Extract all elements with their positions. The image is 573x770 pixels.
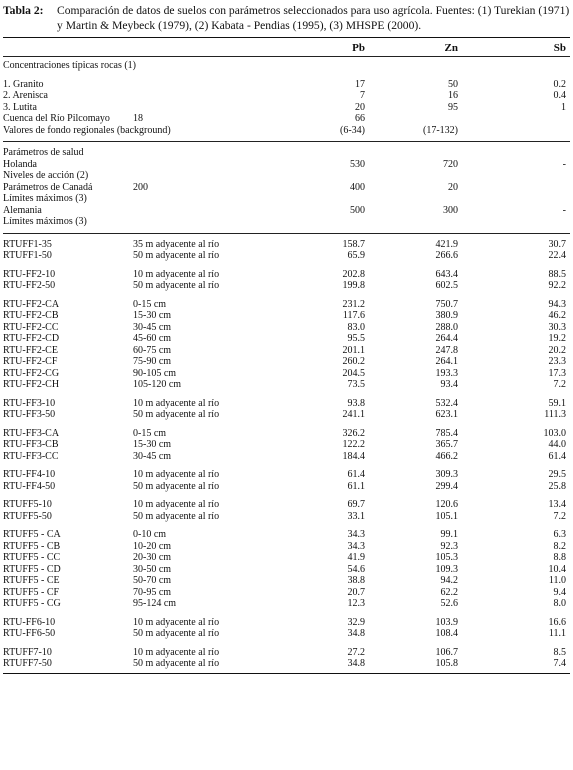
row-label: RTU-FF2-CD: [3, 333, 60, 344]
table-row: [3, 193, 570, 205]
cell-zn: 105.1: [435, 510, 458, 522]
row-label: RTU-FF2-50: [3, 280, 56, 291]
table-row: [3, 598, 570, 610]
cell-zn: 50: [448, 78, 458, 90]
cell-sb: 16.6: [548, 616, 566, 628]
row-label: RTUFF5 - CF: [3, 586, 60, 598]
cell-zn: 421.9: [435, 238, 458, 250]
cell-zn: 108.4: [435, 628, 458, 639]
cell-sb: 8.2: [553, 540, 566, 552]
cell-pb: 7: [360, 90, 365, 101]
table-row: [3, 356, 570, 368]
table-row: [3, 398, 570, 410]
row-label: Alemania: [3, 204, 42, 216]
row-label: RTU-FF3-CB: [3, 439, 59, 450]
cell-pb: 530: [350, 158, 365, 170]
row-label: Niveles de acción (2): [3, 170, 89, 181]
cell-sb: 30.3: [548, 321, 566, 333]
table-row: [3, 529, 570, 541]
cell-zn: 95: [448, 101, 458, 113]
row-label: RTU-FF2-CF: [3, 356, 58, 367]
table-row: [3, 379, 570, 391]
row-description: 30-50 cm: [133, 563, 172, 575]
section-spacer: [3, 640, 570, 647]
cell-sb: 7.4: [553, 658, 566, 669]
table-row: [3, 269, 570, 281]
row-description: 0-10 cm: [133, 529, 167, 540]
row-label: RTUFF5 - CC: [3, 552, 61, 563]
cell-sb: 103.0: [543, 427, 566, 439]
table-row: [3, 409, 570, 421]
row-label: RTUFF5 - CE: [3, 575, 60, 586]
cell-pb: 54.6: [347, 563, 365, 575]
column-header-pb: Pb: [352, 42, 365, 54]
row-label: RTUFF5-10: [3, 499, 52, 510]
cell-pb: 27.2: [347, 646, 365, 658]
cell-sb: -: [562, 158, 566, 170]
table-row: [3, 439, 570, 451]
cell-zn: 99.1: [440, 529, 458, 540]
cell-zn: 288.0: [435, 321, 458, 333]
cell-zn: 247.8: [435, 344, 458, 356]
cell-sb: 46.2: [548, 310, 566, 321]
cell-sb: 23.3: [548, 356, 566, 367]
section-spacer: [3, 262, 570, 269]
cell-sb: 10.4: [548, 563, 566, 575]
table-row: [3, 368, 570, 380]
row-label: RTU-FF2-10: [3, 268, 56, 280]
cell-zn: 62.2: [440, 586, 458, 598]
cell-pb: 158.7: [342, 238, 365, 250]
table-row: [3, 79, 570, 91]
row-description: 10-20 cm: [133, 540, 172, 552]
table-row: [3, 451, 570, 463]
row-label: Límites máximos (3): [3, 193, 87, 204]
row-description: 30-45 cm: [133, 450, 172, 462]
table-row: [3, 182, 570, 194]
cell-zn: (17-132): [423, 124, 458, 136]
cell-pb: 33.1: [347, 510, 365, 522]
row-label: 2. Arenisca: [3, 90, 48, 101]
caption-text: Comparación de datos de suelos con parámetros seleccionados para uso agrícola. Fuentes: (1) Turekian (1971) y Martin & Meybeck (1979), (2) Kabata - Pendias (1995), (3) MHSPE (2000).: [57, 4, 570, 32]
cell-zn: 750.7: [435, 298, 458, 310]
row-label: RTUFF5 - CA: [3, 529, 61, 540]
cell-zn: 623.1: [435, 409, 458, 420]
cell-zn: 16: [448, 90, 458, 101]
cell-sb: 88.5: [548, 268, 566, 280]
column-header-row: [3, 38, 570, 56]
row-label: RTUFF7-50: [3, 658, 52, 669]
cell-pb: 500: [350, 204, 365, 216]
cell-zn: 264.4: [435, 333, 458, 344]
cell-pb: 65.9: [347, 250, 365, 261]
cell-zn: 365.7: [435, 439, 458, 450]
section-spacer: [3, 462, 570, 469]
row-description: 18: [133, 113, 143, 124]
cell-pb: 73.5: [347, 379, 365, 390]
table-row: [3, 216, 570, 228]
section-spacer: [3, 391, 570, 398]
cell-pb: 231.2: [342, 298, 365, 310]
row-description: 50 m adyacente al río: [133, 658, 220, 669]
table-row: [3, 239, 570, 251]
table-row: [3, 90, 570, 102]
row-label: RTUFF5 - CB: [3, 540, 61, 552]
row-description: 15-30 cm: [133, 310, 172, 321]
table-row: [3, 541, 570, 553]
cell-sb: 17.3: [548, 367, 566, 379]
table-row: [3, 333, 570, 345]
row-description: 60-75 cm: [133, 344, 172, 356]
row-description: 10 m adyacente al río: [133, 268, 220, 280]
cell-pb: 34.8: [347, 628, 365, 639]
cell-sb: 7.2: [553, 379, 566, 390]
row-label: RTUFF5 - CG: [3, 598, 61, 609]
cell-sb: 29.5: [548, 469, 566, 480]
row-description: 50-70 cm: [133, 575, 172, 586]
column-header-sb: Sb: [553, 42, 566, 54]
table-row: [3, 587, 570, 599]
row-description: 10 m adyacente al río: [133, 397, 220, 409]
cell-sb: 0.4: [553, 90, 566, 101]
row-description: 10 m adyacente al río: [133, 646, 220, 658]
cell-sb: 94.3: [548, 298, 566, 310]
row-label: Límites máximos (3): [3, 216, 87, 227]
cell-pb: 20: [355, 101, 365, 113]
cell-zn: 120.6: [435, 499, 458, 510]
row-description: 35 m adyacente al río: [133, 238, 220, 250]
table-row: [3, 125, 570, 137]
cell-sb: 25.8: [548, 480, 566, 492]
row-label: Valores de fondo regionales (background): [3, 124, 171, 136]
cell-pb: 34.3: [347, 540, 365, 552]
table-row: [3, 170, 570, 182]
row-label: RTUFF1-35: [3, 238, 52, 250]
section-spacer: [3, 610, 570, 617]
table-caption: [3, 4, 570, 33]
row-label: RTU-FF3-10: [3, 397, 56, 409]
cell-zn: 109.3: [435, 563, 458, 575]
row-label: RTUFF5 - CD: [3, 563, 61, 575]
cell-pb: 66: [355, 113, 365, 124]
row-description: 95-124 cm: [133, 598, 177, 609]
cell-pb: 93.8: [347, 397, 365, 409]
cell-zn: 264.1: [435, 356, 458, 367]
row-description: 50 m adyacente al río: [133, 409, 220, 420]
section-spacer: [3, 522, 570, 529]
cell-sb: 30.7: [548, 238, 566, 250]
cell-sb: 111.3: [544, 409, 566, 420]
cell-sb: 9.4: [553, 586, 566, 598]
table-row: [3, 428, 570, 440]
cell-zn: 92.3: [440, 540, 458, 552]
cell-sb: 8.5: [553, 646, 566, 658]
cell-pb: 34.3: [347, 529, 365, 540]
table-row: [3, 511, 570, 523]
cell-zn: 105.3: [435, 552, 458, 563]
cell-sb: 19.2: [548, 333, 566, 344]
cell-pb: 202.8: [342, 268, 365, 280]
cell-pb: 61.4: [347, 469, 365, 480]
cell-zn: 720: [443, 158, 458, 170]
cell-pb: (6-34): [340, 124, 365, 136]
row-description: 50 m adyacente al río: [133, 280, 220, 291]
cell-pb: 38.8: [347, 575, 365, 586]
row-label: RTU-FF2-CG: [3, 367, 60, 379]
row-label: Holanda: [3, 158, 37, 170]
row-label: RTU-FF6-10: [3, 616, 56, 628]
cell-sb: 92.2: [548, 280, 566, 291]
row-description: 50 m adyacente al río: [133, 628, 220, 639]
row-label: Concentraciones típicas rocas (1): [3, 60, 137, 71]
table-row: [3, 102, 570, 114]
table-row: [3, 575, 570, 587]
row-label: RTU-FF6-50: [3, 628, 56, 639]
table-row: [3, 481, 570, 493]
cell-pb: 241.1: [342, 409, 365, 420]
cell-pb: 34.8: [347, 658, 365, 669]
table-row: [3, 310, 570, 322]
cell-zn: 266.6: [435, 250, 458, 261]
cell-sb: 11.0: [548, 575, 566, 586]
row-description: 50 m adyacente al río: [133, 250, 220, 261]
section-spacer: [3, 492, 570, 499]
table-row: [3, 564, 570, 576]
cell-pb: 400: [350, 181, 365, 193]
row-description: 10 m adyacente al río: [133, 616, 220, 628]
cell-pb: 32.9: [347, 616, 365, 628]
table-row: [3, 628, 570, 640]
cell-zn: 380.9: [435, 310, 458, 321]
table-row: [3, 299, 570, 311]
cell-zn: 106.7: [435, 646, 458, 658]
cell-zn: 309.3: [435, 469, 458, 480]
cell-sb: 8.8: [553, 552, 566, 563]
cell-pb: 184.4: [342, 450, 365, 462]
cell-zn: 52.6: [440, 598, 458, 609]
cell-pb: 17: [355, 78, 365, 90]
cell-zn: 785.4: [435, 427, 458, 439]
row-label: 3. Lutita: [3, 101, 37, 113]
cell-zn: 300: [443, 204, 458, 216]
row-description: 10 m adyacente al río: [133, 469, 220, 480]
row-description: 0-15 cm: [133, 427, 167, 439]
row-description: 10 m adyacente al río: [133, 499, 220, 510]
cell-sb: 7.2: [553, 510, 566, 522]
table-row: [3, 469, 570, 481]
table-row: [3, 205, 570, 217]
cell-pb: 117.6: [342, 310, 365, 321]
row-label: RTUFF7-10: [3, 646, 52, 658]
row-label: RTU-FF3-CA: [3, 427, 60, 439]
cell-sb: 11.1: [548, 628, 566, 639]
section-spacer: [3, 292, 570, 299]
cell-zn: 93.4: [440, 379, 458, 390]
row-description: 50 m adyacente al río: [133, 510, 220, 522]
row-description: 30-45 cm: [133, 321, 172, 333]
row-label: RTU-FF2-CB: [3, 310, 59, 321]
row-label: RTU-FF2-CH: [3, 379, 60, 390]
cell-pb: 12.3: [347, 598, 365, 609]
table-row: [3, 552, 570, 564]
cell-pb: 199.8: [342, 280, 365, 291]
row-label: RTU-FF2-CC: [3, 321, 59, 333]
row-description: 15-30 cm: [133, 439, 172, 450]
row-description: 50 m adyacente al río: [133, 480, 220, 492]
table-row: [3, 322, 570, 334]
table-body: [3, 57, 570, 670]
caption-label: Tabla 2:: [3, 4, 44, 17]
table-row: [3, 499, 570, 511]
row-description: 105-120 cm: [133, 379, 182, 390]
cell-zn: 103.9: [435, 616, 458, 628]
row-label: Parámetros de Canadá: [3, 181, 93, 193]
cell-sb: 59.1: [548, 397, 566, 409]
cell-pb: 41.9: [347, 552, 365, 563]
cell-pb: 95.5: [347, 333, 365, 344]
row-description: 20-30 cm: [133, 552, 172, 563]
row-description: 90-105 cm: [133, 367, 177, 379]
cell-sb: 6.3: [553, 529, 566, 540]
cell-zn: 193.3: [435, 367, 458, 379]
cell-sb: 13.4: [548, 499, 566, 510]
cell-sb: 0.2: [553, 78, 566, 90]
cell-pb: 204.5: [342, 367, 365, 379]
cell-pb: 69.7: [347, 499, 365, 510]
row-description: 0-15 cm: [133, 298, 167, 310]
table-row: [3, 250, 570, 262]
row-label: Parámetros de salud: [3, 147, 84, 158]
bottom-rule: [3, 673, 570, 674]
row-description: 70-95 cm: [133, 586, 172, 598]
table-row: [3, 658, 570, 670]
section-spacer: [3, 72, 570, 79]
cell-sb: 61.4: [548, 450, 566, 462]
row-label: RTU-FF3-50: [3, 409, 56, 420]
cell-sb: 20.2: [548, 344, 566, 356]
table-page: [3, 4, 570, 674]
table-row: [3, 60, 570, 72]
table-row: [3, 280, 570, 292]
row-label: RTU-FF4-50: [3, 480, 56, 492]
row-label: RTUFF5-50: [3, 510, 52, 522]
cell-zn: 532.4: [435, 397, 458, 409]
row-label: RTU-FF2-CA: [3, 298, 60, 310]
table-row: [3, 159, 570, 171]
cell-pb: 20.7: [347, 586, 365, 598]
cell-pb: 260.2: [342, 356, 365, 367]
table-row: [3, 345, 570, 357]
row-label: Cuenca del Río Pilcomayo: [3, 113, 110, 124]
row-description: 45-60 cm: [133, 333, 172, 344]
row-description: 200: [133, 181, 148, 193]
row-label: RTU-FF3-CC: [3, 450, 59, 462]
row-label: RTU-FF4-10: [3, 469, 56, 480]
cell-sb: 8.0: [553, 598, 566, 609]
cell-zn: 643.4: [435, 268, 458, 280]
row-label: RTUFF1-50: [3, 250, 52, 261]
cell-pb: 326.2: [342, 427, 365, 439]
cell-zn: 299.4: [435, 480, 458, 492]
cell-zn: 602.5: [435, 280, 458, 291]
row-label: RTU-FF2-CE: [3, 344, 58, 356]
table-row: [3, 617, 570, 629]
cell-sb: 22.4: [548, 250, 566, 261]
row-label: 1. Granito: [3, 78, 44, 90]
cell-zn: 94.2: [440, 575, 458, 586]
column-header-zn: Zn: [444, 42, 458, 54]
cell-sb: 1: [561, 101, 566, 113]
cell-pb: 83.0: [347, 321, 365, 333]
cell-pb: 61.1: [347, 480, 365, 492]
cell-pb: 122.2: [342, 439, 365, 450]
table-row: [3, 147, 570, 159]
cell-sb: 44.0: [548, 439, 566, 450]
cell-sb: -: [562, 204, 566, 216]
cell-zn: 466.2: [435, 450, 458, 462]
section-spacer: [3, 421, 570, 428]
cell-pb: 201.1: [342, 344, 365, 356]
row-description: 75-90 cm: [133, 356, 172, 367]
table-row: [3, 113, 570, 125]
table-row: [3, 647, 570, 659]
cell-zn: 105.8: [435, 658, 458, 669]
cell-zn: 20: [448, 181, 458, 193]
